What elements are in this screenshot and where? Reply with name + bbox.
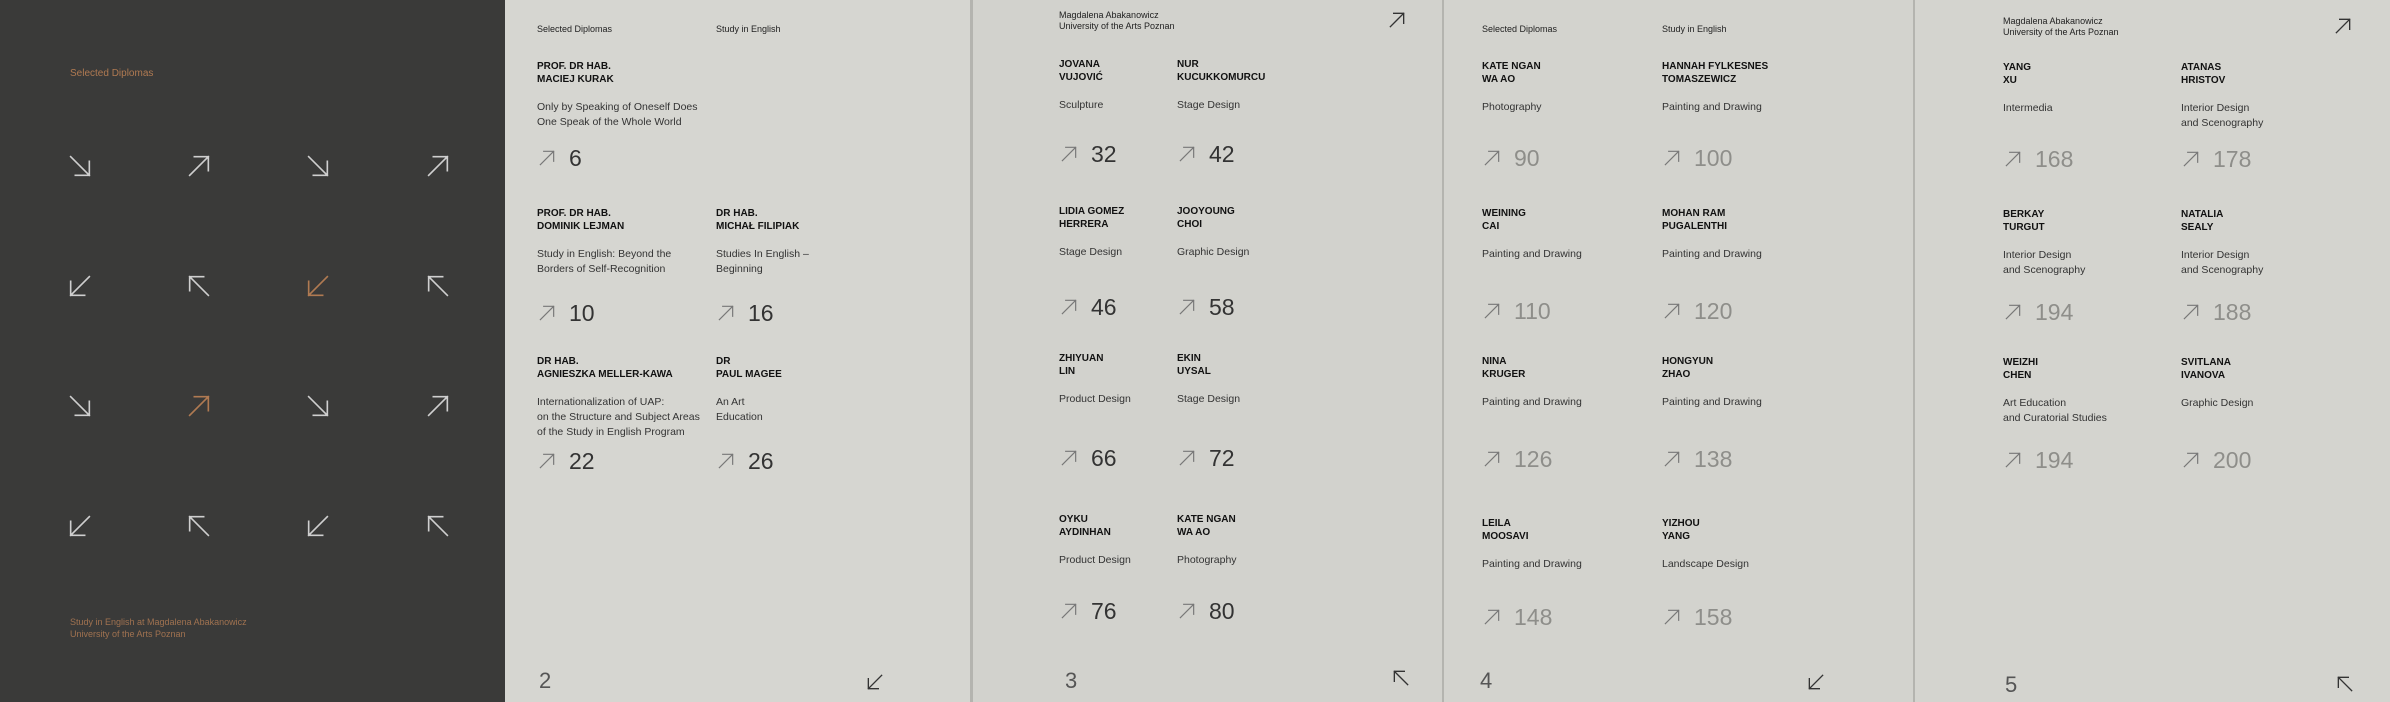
- diploma-entry[interactable]: [1662, 207, 1837, 324]
- author-name-line: PAUL MAGEE: [716, 369, 782, 380]
- author-name-line: MOHAN RAM: [1662, 208, 1726, 219]
- description-line: Product Design: [1059, 554, 1131, 566]
- cover-footer-line: University of the Arts Poznan: [70, 629, 186, 639]
- arrow-up-right-icon: [1177, 448, 1197, 468]
- author-name-line: BERKAY: [2003, 209, 2045, 220]
- diploma-entry[interactable]: [537, 60, 712, 171]
- arrow-up-left-icon[interactable]: [1391, 668, 1411, 688]
- author-name: [2003, 61, 2178, 87]
- institution-line: Magdalena Abakanowicz: [2003, 16, 2103, 26]
- arrow-up-right-icon: [537, 303, 557, 323]
- author-name-line: NATALIA: [2181, 209, 2224, 220]
- page-reference: 76: [1091, 598, 1117, 624]
- author-name-line: DR HAB.: [537, 356, 579, 367]
- page-reference: 138: [1694, 446, 1733, 472]
- description-line: Painting and Drawing: [1482, 396, 1582, 408]
- description-line: Painting and Drawing: [1662, 101, 1762, 113]
- author-name: [716, 207, 891, 233]
- page-reference: 148: [1514, 604, 1553, 630]
- entry-description: [1662, 100, 1837, 115]
- description-line: Interior Design: [2003, 249, 2072, 261]
- page-reference: 188: [2213, 299, 2252, 325]
- arrow-up-right-icon: [185, 392, 213, 420]
- header-right: Study in English: [1662, 24, 1727, 34]
- page-reference: 22: [569, 448, 595, 474]
- diploma-entry[interactable]: [537, 207, 712, 326]
- page-reference: 16: [748, 300, 774, 326]
- author-name-line: DOMINIK LEJMAN: [537, 221, 625, 232]
- description-line: Interior Design: [2181, 249, 2250, 261]
- author-name-line: CHOI: [1177, 219, 1202, 230]
- diploma-entry[interactable]: [716, 355, 891, 474]
- author-name-line: LIN: [1059, 366, 1076, 377]
- description-line: One Speak of the Whole World: [537, 116, 682, 128]
- arrow-up-right-icon: [1059, 297, 1079, 317]
- author-name-line: TOMASZEWICZ: [1662, 74, 1737, 85]
- page-link[interactable]: [2181, 300, 2251, 324]
- arrow-up-right-icon: [1482, 301, 1502, 321]
- author-name: [2181, 356, 2356, 382]
- arrow-up-right-icon[interactable]: [1387, 10, 1407, 30]
- page-4: [1444, 0, 1913, 702]
- description-line: Stage Design: [1177, 99, 1241, 111]
- diploma-entry[interactable]: [1662, 60, 1837, 171]
- page-link[interactable]: [1059, 446, 1117, 470]
- arrow-up-right-icon: [2003, 450, 2023, 470]
- page-link[interactable]: [1482, 146, 1540, 170]
- author-name-line: KRUGER: [1482, 369, 1526, 380]
- author-name: [1482, 207, 1657, 233]
- author-name-line: WEIZHI: [2003, 357, 2038, 368]
- author-name: [2003, 208, 2178, 234]
- entry-description: [2181, 101, 2356, 131]
- arrow-up-right-icon: [424, 152, 452, 180]
- page-reference: 66: [1091, 445, 1117, 471]
- entry-description: [1662, 247, 1837, 262]
- arrow-up-left-icon: [185, 512, 213, 540]
- author-name-line: PUGALENTHI: [1662, 221, 1727, 232]
- arrow-up-right-icon: [2181, 149, 2201, 169]
- diploma-entry[interactable]: [1482, 355, 1657, 472]
- arrow-up-right-icon: [1177, 297, 1197, 317]
- page-link[interactable]: [1059, 599, 1117, 623]
- page-link[interactable]: [716, 301, 774, 325]
- entry-description: [2003, 396, 2178, 426]
- author-name: [1177, 205, 1352, 231]
- description-line: and Scenography: [2003, 264, 2086, 276]
- description-line: Painting and Drawing: [1662, 248, 1762, 260]
- author-name: [1177, 513, 1352, 539]
- page-reference: 72: [1209, 445, 1235, 471]
- diploma-entry[interactable]: [1662, 355, 1837, 472]
- page-link[interactable]: [537, 449, 595, 473]
- description-line: Product Design: [1059, 393, 1131, 405]
- description-line: Internationalization of UAP:: [537, 396, 665, 408]
- author-name: [2003, 356, 2178, 382]
- diploma-entry[interactable]: [2181, 208, 2356, 325]
- arrow-up-right-icon: [537, 451, 557, 471]
- author-name-line: NINA: [1482, 356, 1507, 367]
- cover-page: [0, 0, 505, 702]
- arrow-up-left-icon: [185, 272, 213, 300]
- diploma-entry[interactable]: [1662, 517, 1837, 630]
- institution-line: University of the Arts Poznan: [2003, 27, 2119, 37]
- page-link[interactable]: [1662, 605, 1732, 629]
- author-name: [1662, 517, 1837, 543]
- page-link[interactable]: [1482, 299, 1551, 323]
- page-reference: 26: [748, 448, 774, 474]
- description-line: Stage Design: [1059, 246, 1123, 258]
- description-line: Photography: [1482, 101, 1542, 113]
- author-name-line: HANNAH FYLKESNES: [1662, 61, 1769, 72]
- page-reference: 80: [1209, 598, 1235, 624]
- description-line: and Curatorial Studies: [2003, 412, 2107, 424]
- author-name-line: HRISTOV: [2181, 75, 2226, 86]
- page-link[interactable]: [1059, 295, 1117, 319]
- header-right: Study in English: [716, 24, 781, 34]
- author-name: [1177, 352, 1352, 378]
- page-5: [1915, 0, 2390, 702]
- description-line: and Scenography: [2181, 264, 2264, 276]
- institution-line: Magdalena Abakanowicz: [1059, 10, 1159, 20]
- arrow-up-left-icon[interactable]: [2335, 674, 2355, 694]
- author-name-line: CHEN: [2003, 370, 2032, 381]
- diploma-entry[interactable]: [1177, 513, 1352, 624]
- institution-name: [1059, 10, 1175, 32]
- arrow-down-right-icon: [304, 152, 332, 180]
- diploma-entry[interactable]: [537, 355, 712, 474]
- cover-title: Selected Diplomas: [70, 68, 154, 79]
- page-reference: 10: [569, 300, 595, 326]
- page-link[interactable]: [2181, 448, 2251, 472]
- author-name-line: NUR: [1177, 59, 1199, 70]
- page-link[interactable]: [1662, 146, 1732, 170]
- entry-description: [537, 247, 712, 277]
- arrow-up-left-icon: [424, 512, 452, 540]
- arrow-up-right-icon: [1662, 449, 1682, 469]
- diploma-entry[interactable]: [1482, 207, 1657, 324]
- page-link[interactable]: [2181, 147, 2251, 171]
- arrow-up-right-icon: [2003, 302, 2023, 322]
- author-name-line: MACIEJ KURAK: [537, 74, 614, 85]
- author-name-line: AGNIESZKA MELLER-KAWA: [537, 369, 673, 380]
- page-3: [973, 0, 1442, 702]
- diploma-entry[interactable]: [2003, 61, 2178, 172]
- description-line: Only by Speaking of Oneself Does: [537, 101, 698, 113]
- entry-description: [1482, 247, 1657, 262]
- arrow-down-right-icon: [66, 392, 94, 420]
- entry-description: [716, 395, 891, 425]
- arrow-down-left-icon[interactable]: [865, 672, 885, 692]
- author-name-line: KATE NGAN: [1482, 61, 1541, 72]
- description-line: of the Study in English Program: [537, 426, 685, 438]
- author-name-line: DR HAB.: [716, 208, 758, 219]
- arrow-down-right-icon: [304, 392, 332, 420]
- description-line: on the Structure and Subject Areas: [537, 411, 700, 423]
- description-line: Beginning: [716, 263, 763, 275]
- arrow-up-right-icon: [185, 152, 213, 180]
- entry-description: [1482, 557, 1657, 572]
- author-name-line: OYKU: [1059, 514, 1088, 525]
- author-name: [1662, 207, 1837, 233]
- description-line: Intermedia: [2003, 102, 2053, 114]
- arrow-down-left-icon: [66, 512, 94, 540]
- description-line: Education: [716, 411, 763, 423]
- description-line: Landscape Design: [1662, 558, 1749, 570]
- page-reference: 194: [2035, 299, 2074, 325]
- entry-description: [1662, 395, 1837, 410]
- author-name-line: WEINING: [1482, 208, 1526, 219]
- author-name-line: UYSAL: [1177, 366, 1211, 377]
- page-link[interactable]: [1059, 142, 1117, 166]
- description-line: Art Education: [2003, 397, 2067, 409]
- page-link[interactable]: [2003, 300, 2073, 324]
- author-name-line: YANG: [2003, 62, 2031, 73]
- page-link[interactable]: [1177, 142, 1235, 166]
- page-number: 3: [1065, 668, 1078, 693]
- author-name: [2181, 208, 2356, 234]
- arrow-up-right-icon: [1177, 144, 1197, 164]
- header-left: Selected Diplomas: [537, 24, 613, 34]
- page-link[interactable]: [537, 146, 582, 170]
- author-name: [537, 355, 712, 381]
- author-name-line: TURGUT: [2003, 222, 2045, 233]
- arrow-up-right-icon: [1482, 449, 1502, 469]
- author-name-line: WA AO: [1482, 74, 1516, 85]
- page-link[interactable]: [1482, 605, 1552, 629]
- author-name-line: PROF. DR HAB.: [537, 61, 611, 72]
- entry-description: [1177, 553, 1352, 568]
- page-reference: 46: [1091, 294, 1117, 320]
- author-name-line: EKIN: [1177, 353, 1201, 364]
- page-number: 2: [539, 668, 552, 693]
- page-reference: 110: [1514, 298, 1551, 324]
- author-name-line: SEALY: [2181, 222, 2214, 233]
- page-reference: 126: [1514, 446, 1553, 472]
- arrow-up-left-icon: [424, 272, 452, 300]
- page-reference: 100: [1694, 145, 1733, 171]
- author-name-line: YANG: [1662, 531, 1690, 542]
- author-name: [1662, 355, 1837, 381]
- cover-footer: [70, 616, 247, 640]
- page-link[interactable]: [1177, 599, 1235, 623]
- description-line: Graphic Design: [1177, 246, 1250, 258]
- arrow-down-left-icon: [304, 272, 332, 300]
- author-name-line: KUCUKKOMURCU: [1177, 72, 1266, 83]
- description-line: Borders of Self-Recognition: [537, 263, 666, 275]
- description-line: Sculpture: [1059, 99, 1104, 111]
- author-name-line: VUJOVIĆ: [1059, 72, 1103, 83]
- description-line: An Art: [716, 396, 745, 408]
- diploma-entry[interactable]: [2003, 208, 2178, 325]
- page-reference: 90: [1514, 145, 1540, 171]
- arrow-down-left-icon: [66, 272, 94, 300]
- arrow-up-right-icon: [1059, 601, 1079, 621]
- author-name-line: AYDINHAN: [1059, 527, 1111, 538]
- diploma-entry[interactable]: [1177, 58, 1352, 167]
- page-reference: 32: [1091, 141, 1117, 167]
- institution-line: University of the Arts Poznan: [1059, 21, 1175, 31]
- author-name-line: KATE NGAN: [1177, 514, 1236, 525]
- page-reference: 194: [2035, 447, 2074, 473]
- entry-description: [2181, 396, 2356, 411]
- page-link[interactable]: [1482, 447, 1552, 471]
- arrow-up-right-icon: [1482, 607, 1502, 627]
- page-link[interactable]: [2003, 448, 2073, 472]
- page-number: 4: [1480, 668, 1493, 693]
- arrow-down-left-icon[interactable]: [1806, 672, 1826, 692]
- arrow-up-right-icon: [424, 392, 452, 420]
- entry-description: [1662, 557, 1837, 572]
- page-link[interactable]: [1177, 446, 1235, 470]
- page-reference: 178: [2213, 146, 2252, 172]
- institution-name: [2003, 16, 2119, 38]
- description-line: Photography: [1177, 554, 1237, 566]
- author-name-line: HONGYUN: [1662, 356, 1714, 367]
- author-name: [1482, 60, 1657, 86]
- diploma-entry[interactable]: [2181, 61, 2356, 172]
- author-name-line: XU: [2003, 75, 2017, 86]
- author-name: [1177, 58, 1352, 84]
- author-name-line: IVANOVA: [2181, 370, 2226, 381]
- description-line: Painting and Drawing: [1482, 558, 1582, 570]
- entry-description: [537, 395, 712, 440]
- description-line: Studies In English –: [716, 248, 809, 260]
- entry-description: [1482, 100, 1657, 115]
- page-link[interactable]: [2003, 147, 2073, 171]
- author-name-line: LEILA: [1482, 518, 1511, 529]
- author-name-line: PROF. DR HAB.: [537, 208, 611, 219]
- arrow-up-right-icon: [2181, 450, 2201, 470]
- description-line: Interior Design: [2181, 102, 2250, 114]
- author-name-line: ZHIYUAN: [1059, 353, 1104, 364]
- page-link[interactable]: [716, 449, 774, 473]
- entry-description: [716, 247, 891, 277]
- cover-footer-line: Study in English at Magdalena Abakanowicz: [70, 617, 247, 627]
- page-reference: 200: [2213, 447, 2252, 473]
- description-line: and Scenography: [2181, 117, 2264, 129]
- arrow-down-left-icon: [304, 512, 332, 540]
- diploma-entry[interactable]: [1482, 517, 1657, 630]
- author-name-line: YIZHOU: [1662, 518, 1700, 529]
- author-name-line: WA AO: [1177, 527, 1211, 538]
- author-name-line: LIDIA GOMEZ: [1059, 206, 1125, 217]
- description-line: Painting and Drawing: [1482, 248, 1582, 260]
- page-link[interactable]: [537, 301, 595, 325]
- diploma-entry[interactable]: [2181, 356, 2356, 473]
- author-name-line: MOOSAVI: [1482, 531, 1529, 542]
- author-name-line: JOOYOUNG: [1177, 206, 1235, 217]
- diploma-entry[interactable]: [716, 207, 891, 326]
- page-link[interactable]: [1662, 447, 1732, 471]
- page-reference: 158: [1694, 604, 1733, 630]
- arrow-up-right-icon: [1662, 607, 1682, 627]
- description-line: Study in English: Beyond the: [537, 248, 672, 260]
- page-reference: 168: [2035, 146, 2074, 172]
- page-reference: 58: [1209, 294, 1235, 320]
- header-left: Selected Diplomas: [1482, 24, 1558, 34]
- arrow-up-right-icon: [1662, 301, 1682, 321]
- author-name: [1662, 60, 1837, 86]
- author-name-line: ATANAS: [2181, 62, 2222, 73]
- author-name: [537, 60, 712, 86]
- entry-description: [2181, 248, 2356, 278]
- author-name: [2181, 61, 2356, 87]
- author-name-line: SVITLANA: [2181, 357, 2231, 368]
- arrow-up-right-icon: [1662, 148, 1682, 168]
- diploma-entry[interactable]: [2003, 356, 2178, 473]
- page-reference: 42: [1209, 141, 1235, 167]
- diploma-entry[interactable]: [1177, 352, 1352, 471]
- arrow-up-right-icon: [1482, 148, 1502, 168]
- arrow-up-right-icon: [1177, 601, 1197, 621]
- arrow-up-right-icon: [1059, 144, 1079, 164]
- page-2: [505, 0, 970, 702]
- page-reference: 120: [1694, 298, 1733, 324]
- entry-description: [1482, 395, 1657, 410]
- author-name-line: ZHAO: [1662, 369, 1691, 380]
- diploma-entry[interactable]: [1482, 60, 1657, 171]
- author-name-line: DR: [716, 356, 731, 367]
- description-line: Painting and Drawing: [1662, 396, 1762, 408]
- description-line: Stage Design: [1177, 393, 1241, 405]
- author-name-line: HERRERA: [1059, 219, 1109, 230]
- arrow-down-right-icon: [66, 152, 94, 180]
- arrow-up-right-icon[interactable]: [2333, 16, 2353, 36]
- author-name-line: JOVANA: [1059, 59, 1100, 70]
- entry-description: [2003, 101, 2178, 116]
- arrow-up-right-icon: [2003, 149, 2023, 169]
- arrow-up-right-icon: [2181, 302, 2201, 322]
- author-name: [716, 355, 891, 381]
- entry-description: [1177, 98, 1352, 113]
- entry-description: [1177, 245, 1352, 260]
- page-link[interactable]: [1662, 299, 1732, 323]
- author-name: [1482, 517, 1657, 543]
- page-reference: 6: [569, 145, 582, 171]
- diploma-entry[interactable]: [1177, 205, 1352, 320]
- arrow-up-right-icon: [537, 148, 557, 168]
- author-name-line: MICHAŁ FILIPIAK: [716, 221, 800, 232]
- author-name: [1482, 355, 1657, 381]
- description-line: Graphic Design: [2181, 397, 2254, 409]
- author-name-line: CAI: [1482, 221, 1500, 232]
- page-link[interactable]: [1177, 295, 1235, 319]
- arrow-up-right-icon: [1059, 448, 1079, 468]
- arrow-up-right-icon: [716, 451, 736, 471]
- arrow-up-right-icon: [716, 303, 736, 323]
- page-number: 5: [2005, 672, 2018, 697]
- entry-description: [537, 100, 712, 130]
- entry-description: [2003, 248, 2178, 278]
- author-name: [537, 207, 712, 233]
- entry-description: [1177, 392, 1352, 407]
